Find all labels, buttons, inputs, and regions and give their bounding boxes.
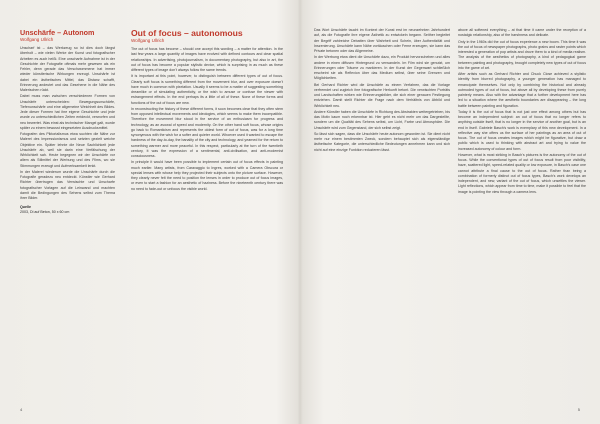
paragraph: Bei Gerhard Richter wird die Unschärfe zu einem Verfahren, das die Vorlage verfremdet und zugleich ihre fotografische Herkunft betont. Die verwischten Porträts und Landschaften wirken wie Erinnerungsbilder, die sich einer genauen Festlegung entziehen. Damit stellt Richter die Frage nach dem Verhältnis von Abbild und Wirklichkeit neu. (314, 82, 450, 108)
paragraph: above all softened everything – at that time it came under the reception of a nostalgic relationship, also of the harshness and delicate. (458, 28, 586, 38)
german-title: Unschärfe – Autonom (20, 28, 95, 37)
paragraph: Only in the 1960s did the out of focus experience a new boom. This time it was the out of focus of newspaper photographs, photo grains and raster points which interested a generation of pop artists and drove them to a kind of media realism. The analysis of the aesthetics of photography, a kind of pedagogical game between painting and photography, brought completely new types of out of focus into the game of art. (458, 39, 586, 70)
paragraph: However, what is most striking in Basch's pictures is the autonomy of the out of focus. While the conventional types of out of focus result from poor visibility, haze, scattered light, speed-related quality or low exposure, in Basch's case one cannot attribute a final cause to the out of focus. Rather than being a combination of formerly distinct out of focus types, Basch's work develops an independent, and new, variant of the out of focus, which unsettles the viewer. Light reflections, which appear from time to time, make it possible to feel that the image is pointing the view through a camera lens. (458, 152, 586, 194)
page-number-right: 5 (577, 407, 580, 412)
paragraph: Das Wort Unschärfe taucht im Kontext der Kunst erst im neunzehnten Jahrhundert auf, als die Fotografie ihre eigene Ästhetik zu entwickeln begann. Seither begleitet der Begriff zahlreiche Debatten über Wahrheit und Schein, über Authentizität und Inszenierung. Unschärfe kann Nähe vortäuschen oder Ferne erzeugen, sie kann das Private betonen oder das Allgemeine. (314, 28, 450, 53)
page-number-left: 4 (20, 407, 23, 412)
english-continuation-column (458, 28, 586, 196)
paragraph: After artists such as Gerhard Richter and Chuck Close achieved a stylistic identity from blurred photography, a younger generation has managed to emancipate themselves. Not only by combining the historical and already outmoded types of out of focus, but above all by developing these from purely painterly means. Also with the advantage that a further development here has led to a situation where the aesthetic boundaries are disappearing – the long battle between painting and figuration. (458, 72, 586, 108)
german-continuation-column (314, 28, 450, 154)
paragraph: Andere Künstler haben die Unschärfe in Richtung des Abstrakten weitergetrieben, bis das Motiv kaum noch erkennbar ist. Hier geht es nicht mehr um das Dargestellte, sondern um die Qualität des Sehens selbst, um Licht, Farbe und Atmosphäre. Die Unschärfe wird zum Gegenstand, der sich selbst zeigt. (314, 109, 450, 130)
source-label: Quelle (20, 205, 31, 210)
german-author: Wolfgang Ullrich (20, 37, 54, 42)
paragraph: So lässt sich sagen, dass die Unschärfe heute autonom geworden ist. Sie dient nicht mehr nur einem bestimmten Zweck, sondern behauptet sich als eigenständige ästhetische Kategorie, die unterschiedliche Bedeutungen annehmen kann und sich nicht auf eine einzige Funktion reduzieren lässt. (314, 131, 450, 152)
german-article-column (20, 28, 115, 215)
paragraph: In principle it would have been possible to implement certain out of focus effects in painting much earlier. Many artists, from Caravaggio to Ingres, worked with a Camera Obscura or special lenses with whose help they projected their subjects onto the picture surface. However, they clearly never felt the need to position the lenses in order to produce out of focus images, or even to start a fashion for an aesthetic of haziness. Before the nineteenth century there was no need to fade-out or unfocus the visible world. (131, 160, 283, 191)
english-title: Out of focus – autonomous (131, 28, 243, 38)
paragraph: In reconstructing the history of these different forms, it soon becomes clear that they often stem from opposed intellectual movements and ideologies, which seems to make them incompatible. Therefore the movement blur stood in the service of an enthusiasm for progress and technology, as an avowal of speed and modernity. On the other hand soft focus, whose origins go back to Romanticism and represents the oldest form of out of focus, was for a long time synonymous with the wish for a softer and quieter world. Whoever used it wanted to escape the hardness of the day-to-day, the banality of the city and technology, and yearned for the return to something warmer and more peaceful. In this respect, particularly at the turn of the twentieth century, it was the expression of a sentimental, anti-civilisation, and anti-modernist consciousness. (131, 106, 283, 158)
german-body-text (20, 46, 115, 201)
source-caption: 2003, Di auf Beton, 50 x 60 cm (20, 210, 70, 215)
right-page (300, 0, 600, 424)
paragraph: Dabei muss man zwischen verschiedenen Formen von Unschärfe unterscheiden: Bewegungsunschärfe, Tiefenunschärfe und eine allgemeine Weichheit des Bildes. Jede dieser Formen hat ihre eigene Geschichte und jede wurde zu unterschiedlichen Zeiten entdeckt, verworfen und neu bewertet. Was einst als technischer Mangel galt, wurde später zu einem bewusst eingesetzten Ausdrucksmittel. (20, 94, 115, 130)
english-body-text (131, 47, 283, 192)
paragraph: The out of focus has become – should one accept this wording – a matter for attention. In the last few years a large quantity of images have evolved with defined contours and clear spatial relationships. In advertising, photojournalism, in documentary photography, but also in art, the out of focus has become a popular stylistic device, which is surprising in as much as these different types of image don't always follow the same trends. (131, 47, 283, 72)
german-continuation-text (314, 28, 450, 153)
english-article-column (131, 28, 283, 193)
english-author: Wolfgang Ullrich (131, 38, 165, 43)
paragraph: In der Werbung etwa dient die Unschärfe dazu, ein Produkt hervorzuheben und alles andere in einen diffusen Hintergrund zu verwandeln. Im Film wird sie genutzt, um Erinnerungen oder Träume zu markieren. In der Kunst der Gegenwart schließlich erscheint sie als Reflexion über das Medium selbst, über seine Grenzen und Möglichkeiten. (314, 55, 450, 81)
paragraph: In der Malerei wiederum wurde die Unschärfe durch die Fotografie geradezu neu entdeckt. Künstler wie Gerhard Richter übertrugen das Verwischte und Unscharfe fotografischer Vorlagen auf die Leinwand und machten damit die Bedingungen des Sehens selbst zum Thema ihrer Bilder. (20, 169, 115, 200)
paragraph: It is important at this point, however, to distinguish between different types of out of focus. Clearly soft focus is something different from the movement blur, and over exposure doesn't have much in common with pixelation. Usually it seems to be a matter of suggesting something dreamlike or of simulating authenticity, or the wish to amuse or confuse the viewer with estrangement effects. In the end perhaps its a little of all of these. None of these forms and functions of the out of focus are new. (131, 74, 283, 105)
english-continuation-text (458, 28, 586, 195)
paragraph: Unscharf ist – das Werkzeug so ist dies doch längst überholt – wie vielen Werke der Kunst und fotografischer Arbeiten es auch heißt. Eine unscharfe Aufnahme ist in der Geschichte der Fotografie oftmals mehr gewesen als ein Fehler, denn gerade das Verschwommene hat immer wieder künstlerische Wirkungen erzeugt. Unschärfe ist dabei ein ästhetisches Mittel, das Distanz schafft, Erinnerung andeutet und das Gesehene in die Nähe des Malerischen rückt. (20, 46, 115, 92)
paragraph: Fotografen des Piktorialismus etwa suchten die Nähe zur Malerei des Impressionismus und setzten gezielt weiche Objektive ein. Später lehnte die Neue Sachlichkeit jede Unschärfe ab, weil sie darin eine Verfälschung der Wirklichkeit sah. Heute begegnen wir der Unschärfe vor allem als Stilmittel der Werbung und des Films, wo sie Stimmungen erzeugt und Aufmerksamkeit lenkt. (20, 132, 115, 168)
paragraph: Today it is the out of focus that is not just one effect among others but has become an independent subject: an out of focus that no longer refers to anything outside itself, that is no longer in the service of another goal, but is an end in itself. Gabriele Basch's work is exemplary of this new development. In a reflective way she offers us the surface of her paintings as an area of out of focus. The out of focus creates images which might be figurative, but draw a public which is used to thinking with abstract art and trying to value the increased autonomy of colour and form. (458, 109, 586, 151)
